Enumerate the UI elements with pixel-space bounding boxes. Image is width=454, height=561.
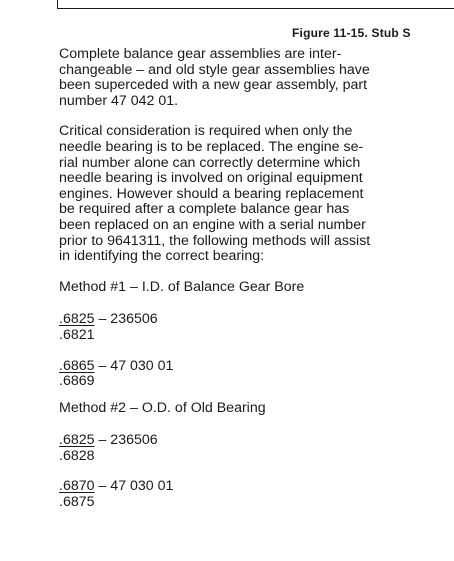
- text-line: needle bearing is to be replaced. The engine se-: [59, 138, 364, 155]
- text-line: been superceded with a new gear assembly, part: [59, 77, 368, 94]
- paragraph-critical-consideration: [59, 124, 449, 264]
- text-line: be required after a complete balance gear has: [59, 201, 350, 218]
- spec-entry: [59, 433, 449, 464]
- spec-top-line: [59, 312, 449, 328]
- spec-entry: [59, 359, 449, 390]
- spec-lower-value: .6869: [59, 373, 95, 390]
- spec-top-line: [59, 433, 449, 449]
- text-line: engines. However should a bearing replacement: [59, 185, 364, 202]
- text-line: number 47 042 01.: [59, 92, 179, 109]
- spec-lower-value: .6875: [59, 494, 95, 511]
- spec-part-number: – 47 030 01: [98, 478, 174, 495]
- spec-part-number: – 236506: [98, 311, 158, 328]
- spec-top-line: [59, 359, 449, 375]
- text-line: prior to 9641311, the following methods will assist: [59, 232, 371, 249]
- spec-top-line: [59, 479, 449, 495]
- spec-lower-value: .6828: [59, 447, 95, 464]
- spec-upper-value: .6870: [59, 478, 95, 495]
- text-line: Critical consideration is required when only the: [59, 123, 353, 140]
- method-2-title: Method #2 – O.D. of Old Bearing: [59, 399, 266, 416]
- spec-upper-value: .6825: [59, 432, 95, 449]
- figure-frame: [57, 0, 454, 9]
- spec-part-number: – 236506: [98, 432, 158, 449]
- text-line: needle bearing is involved on original equipment: [59, 170, 363, 187]
- text-line: changeable – and old style gear assemblies have: [59, 61, 370, 78]
- spec-entry: [59, 479, 449, 510]
- figure-caption: Figure 11-15. Stub S: [292, 26, 411, 40]
- document-body: [59, 47, 449, 526]
- spec-lower-value: .6821: [59, 326, 95, 343]
- spec-entry: [59, 312, 449, 343]
- spec-upper-value: .6825: [59, 311, 95, 328]
- text-line: been replaced on an engine with a serial number: [59, 216, 366, 233]
- method-1-title: Method #1 – I.D. of Balance Gear Bore: [59, 278, 305, 295]
- text-line: rial number alone can correctly determine which: [59, 154, 361, 171]
- spec-part-number: – 47 030 01: [98, 357, 174, 374]
- spec-upper-value: .6865: [59, 357, 95, 374]
- text-line: Complete balance gear assemblies are inter-: [59, 46, 342, 62]
- paragraph-interchangeable: [59, 47, 449, 109]
- text-line: in identifying the correct bearing:: [59, 248, 265, 265]
